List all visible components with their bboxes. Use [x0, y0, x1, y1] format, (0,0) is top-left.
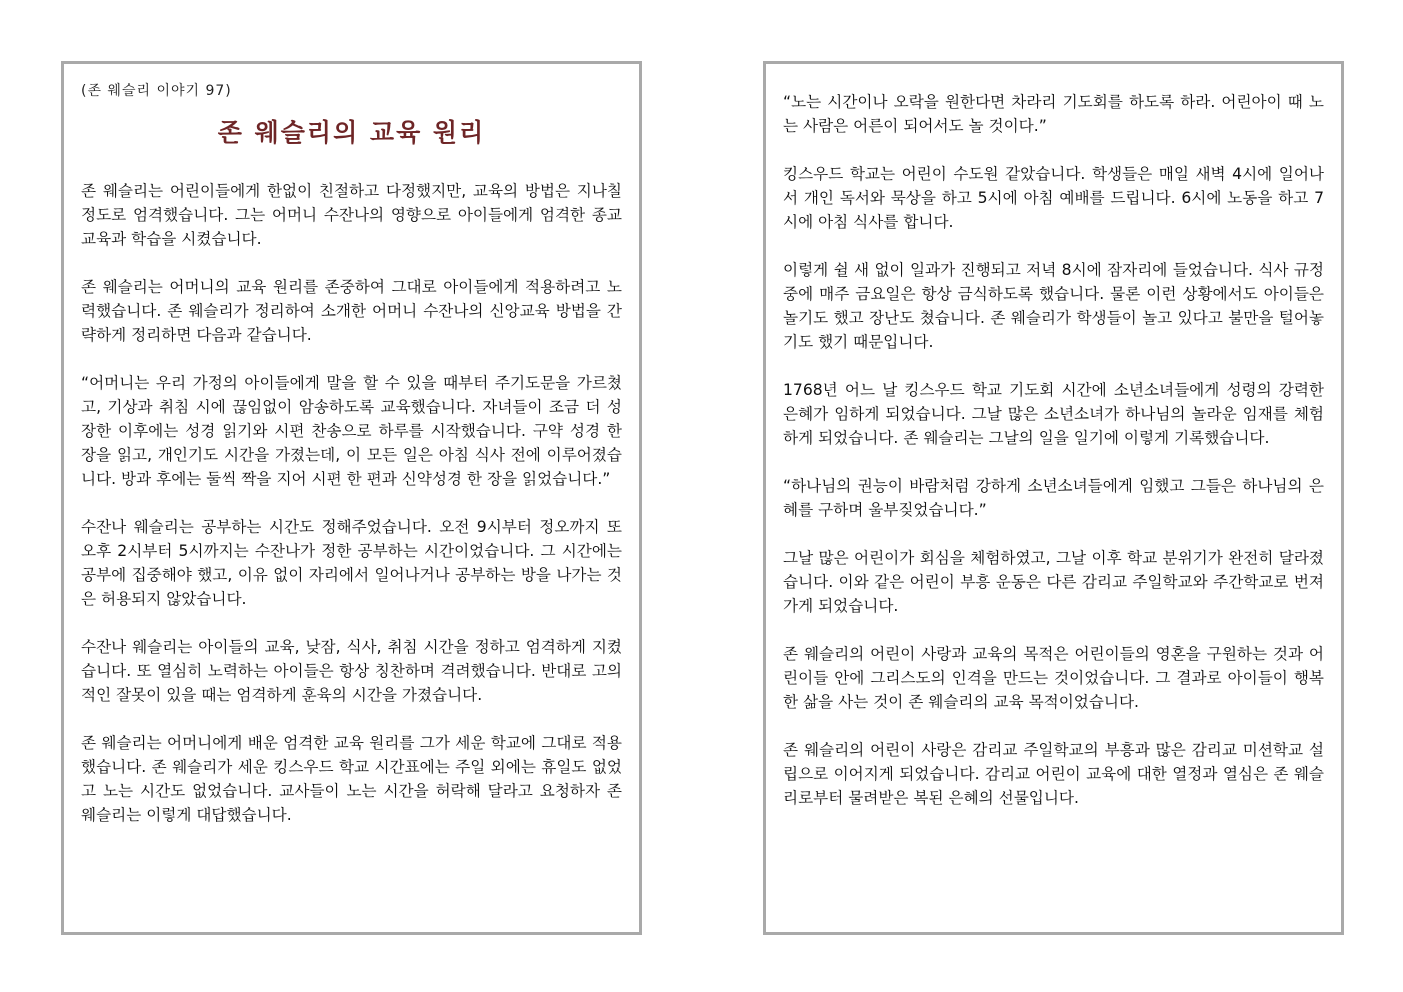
paragraph: 1768년 어느 날 킹스우드 학교 기도회 시간에 소년소녀들에게 성령의 강력한 은혜가 임하게 되었습니다. 그날 많은 소년소녀가 하나님의 놀라운 임재를 체험하게 되었습니다. 존 웨슬리는 그날의 일을 일기에 이렇게 기록했습니다.	[783, 381, 1324, 447]
paragraph: 존 웨슬리는 어머니에게 배운 엄격한 교육 원리를 그가 세운 학교에 그대로 적용했습니다. 존 웨슬리가 세운 킹스우드 학교 시간표에는 주일 외에는 휴일도 없었고 노는 시간도 없었습니다. 교사들이 노는 시간을 허락해 달라고 요청하자 존 웨슬리는 이렇게 대답했습니다.	[81, 734, 622, 824]
left-page	[61, 61, 642, 935]
paragraph: “하나님의 권능이 바람처럼 강하게 소년소녀들에게 임했고 그들은 하나님의 은혜를 구하며 울부짖었습니다.”	[783, 477, 1324, 519]
left-page-content	[81, 64, 622, 932]
left-body-text	[81, 179, 622, 851]
paragraph: 그날 많은 어린이가 회심을 체험하였고, 그날 이후 학교 분위기가 완전히 달라졌습니다. 이와 같은 어린이 부흥 운동은 다른 감리교 주일학교와 주간학교로 번져가게 되었습니다.	[783, 549, 1324, 615]
paragraph: “어머니는 우리 가정의 아이들에게 말을 할 수 있을 때부터 주기도문을 가르쳤고, 기상과 취침 시에 끊임없이 암송하도록 교육했습니다. 자녀들이 조금 더 성장한 이후에는 성경 읽기와 시편 찬송으로 하루를 시작했습니다. 구약 성경 한 장을 읽고, 개인기도 시간을 가졌는데, 이 모든 일은 아침 식사 전에 이루어졌습니다. 방과 후에는 둘씩 짝을 지어 시편 한 편과 신약성경 한 장을 읽었습니다.”	[81, 374, 622, 488]
right-body-text	[783, 90, 1324, 834]
right-page-content	[783, 64, 1324, 932]
paragraph: “노는 시간이나 오락을 원한다면 차라리 기도회를 하도록 하라. 어린아이 때 노는 사람은 어른이 되어서도 놀 것이다.”	[783, 93, 1324, 135]
paragraph: 존 웨슬리의 어린이 사랑과 교육의 목적은 어린이들의 영혼을 구원하는 것과 어린이들 안에 그리스도의 인격을 만드는 것이었습니다. 그 결과로 아이들이 행복한 삶을 사는 것이 존 웨슬리의 교육 목적이었습니다.	[783, 645, 1324, 711]
series-label: (존 웨슬리 이야기 97)	[81, 83, 232, 99]
paragraph: 존 웨슬리는 어머니의 교육 원리를 존중하여 그대로 아이들에게 적용하려고 노력했습니다. 존 웨슬리가 정리하여 소개한 어머니 수잔나의 신앙교육 방법을 간략하게 정리하면 다음과 같습니다.	[81, 278, 622, 344]
page-title: 존 웨슬리의 교육 원리	[217, 118, 486, 147]
paragraph: 킹스우드 학교는 어린이 수도원 같았습니다. 학생들은 매일 새벽 4시에 일어나서 개인 독서와 묵상을 하고 5시에 아침 예배를 드립니다. 6시에 노동을 하고 7시에 아침 식사를 합니다.	[783, 165, 1324, 231]
paragraph: 존 웨슬리의 어린이 사랑은 감리교 주일학교의 부흥과 많은 감리교 미션학교 설립으로 이어지게 되었습니다. 감리교 어린이 교육에 대한 열정과 열심은 존 웨슬리로부터 물려받은 복된 은혜의 선물입니다.	[783, 741, 1324, 807]
paragraph: 수잔나 웨슬리는 공부하는 시간도 정해주었습니다. 오전 9시부터 정오까지 또 오후 2시부터 5시까지는 수잔나가 정한 공부하는 시간이었습니다. 그 시간에는 공부에 집중해야 했고, 이유 없이 자리에서 일어나거나 공부하는 방을 나가는 것은 허용되지 않았습니다.	[81, 518, 622, 608]
paragraph: 수잔나 웨슬리는 아이들의 교육, 낮잠, 식사, 취침 시간을 정하고 엄격하게 지켰습니다. 또 열심히 노력하는 아이들은 항상 칭찬하며 격려했습니다. 반대로 고의적인 잘못이 있을 때는 엄격하게 훈육의 시간을 가졌습니다.	[81, 638, 622, 704]
right-page	[763, 61, 1344, 935]
paragraph: 이렇게 쉴 새 없이 일과가 진행되고 저녁 8시에 잠자리에 들었습니다. 식사 규정 중에 매주 금요일은 항상 금식하도록 했습니다. 물론 이런 상황에서도 아이들은 놀기도 했고 장난도 쳤습니다. 존 웨슬리가 학생들이 놀고 있다고 불만을 털어놓기도 했기 때문입니다.	[783, 261, 1324, 351]
paragraph: 존 웨슬리는 어린이들에게 한없이 친절하고 다정했지만, 교육의 방법은 지나칠 정도로 엄격했습니다. 그는 어머니 수잔나의 영향으로 아이들에게 엄격한 종교교육과 학습을 시켰습니다.	[81, 182, 622, 248]
